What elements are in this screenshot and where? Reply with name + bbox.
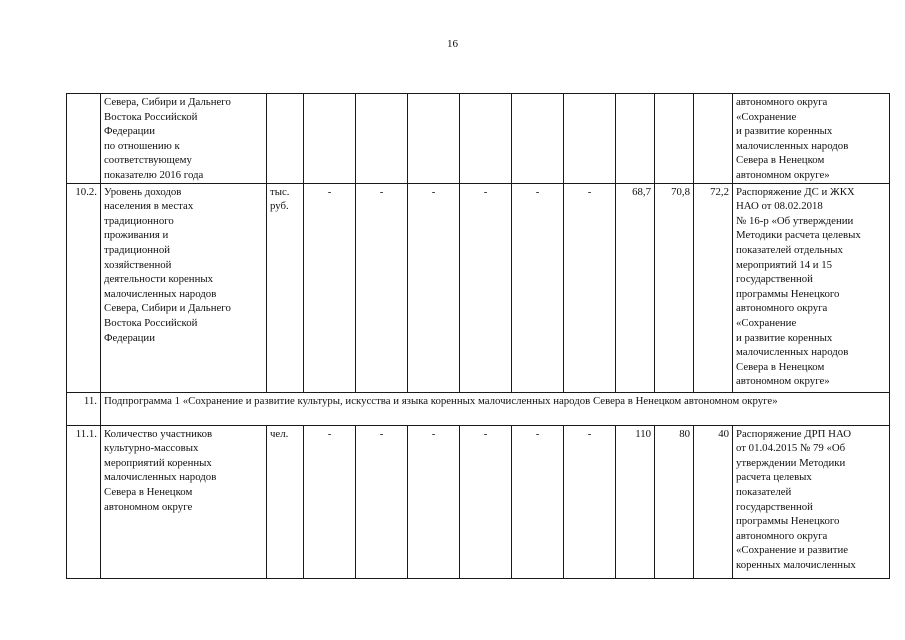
row-number [67, 94, 101, 184]
table-row [67, 425, 890, 578]
value-cell [304, 94, 356, 184]
unit-cell: чел. [267, 425, 304, 578]
value-cell [616, 94, 655, 184]
value-cell: 70,8 [655, 183, 694, 392]
value-cell: - [512, 425, 564, 578]
unit-cell [267, 94, 304, 184]
value-cell: - [512, 183, 564, 392]
value-cell: 72,2 [694, 183, 733, 392]
value-cell: 40 [694, 425, 733, 578]
source-document: Распоряжение ДС и ЖКХ НАО от 08.02.2018 № 16-р «Об утверждении Методики расчета целевых показателей отдельных мероприятий 14 и 15 государственной программы Ненецкого автономного округа «Сохранение и развитие коренных малочисленных народов Севера в Ненецком автономном округе» [733, 183, 890, 392]
value-cell: - [356, 425, 408, 578]
page-number: 16 [447, 38, 458, 50]
value-cell: - [564, 425, 616, 578]
row-number: 11. [67, 392, 101, 425]
indicator-name: Севера, Сибири и Дальнего Востока Российской Федерации по отношению к соответствующему показателю 2016 года [101, 94, 267, 184]
value-cell: 68,7 [616, 183, 655, 392]
source-document: автономного округа «Сохранение и развитие коренных малочисленных народов Севера в Ненецком автономном округе» [733, 94, 890, 184]
value-cell: - [564, 183, 616, 392]
row-number: 10.2. [67, 183, 101, 392]
value-cell: - [304, 425, 356, 578]
indicator-name: Количество участников культурно-массовых мероприятий коренных малочисленных народов Севера в Ненецком автономном округе [101, 425, 267, 578]
value-cell: 110 [616, 425, 655, 578]
indicator-name: Уровень доходов населения в местах традиционного проживания и традиционной хозяйственной деятельности коренных малочисленных народов Севера, Сибири и Дальнего Востока Российской Федерации [101, 183, 267, 392]
value-cell: - [356, 183, 408, 392]
value-cell: - [408, 183, 460, 392]
row-number: 11.1. [67, 425, 101, 578]
value-cell: - [408, 425, 460, 578]
value-cell [655, 94, 694, 184]
value-cell: 80 [655, 425, 694, 578]
value-cell [564, 94, 616, 184]
indicators-table [66, 93, 890, 579]
value-cell [408, 94, 460, 184]
value-cell [512, 94, 564, 184]
source-document: Распоряжение ДРП НАО от 01.04.2015 № 79 «Об утверждении Методики расчета целевых показателей государственной программы Ненецкого автономного округа «Сохранение и развитие коренных малочисленных [733, 425, 890, 578]
value-cell: - [304, 183, 356, 392]
subprogram-title: Подпрограмма 1 «Сохранение и развитие культуры, искусства и языка коренных малочисленных народов Севера в Ненецком автономном округе» [101, 392, 890, 425]
value-cell: - [460, 425, 512, 578]
table-row [67, 94, 890, 184]
value-cell [356, 94, 408, 184]
table-row [67, 183, 890, 392]
value-cell [694, 94, 733, 184]
value-cell [460, 94, 512, 184]
value-cell: - [460, 183, 512, 392]
unit-cell: тыс. руб. [267, 183, 304, 392]
subprogram-row [67, 392, 890, 425]
